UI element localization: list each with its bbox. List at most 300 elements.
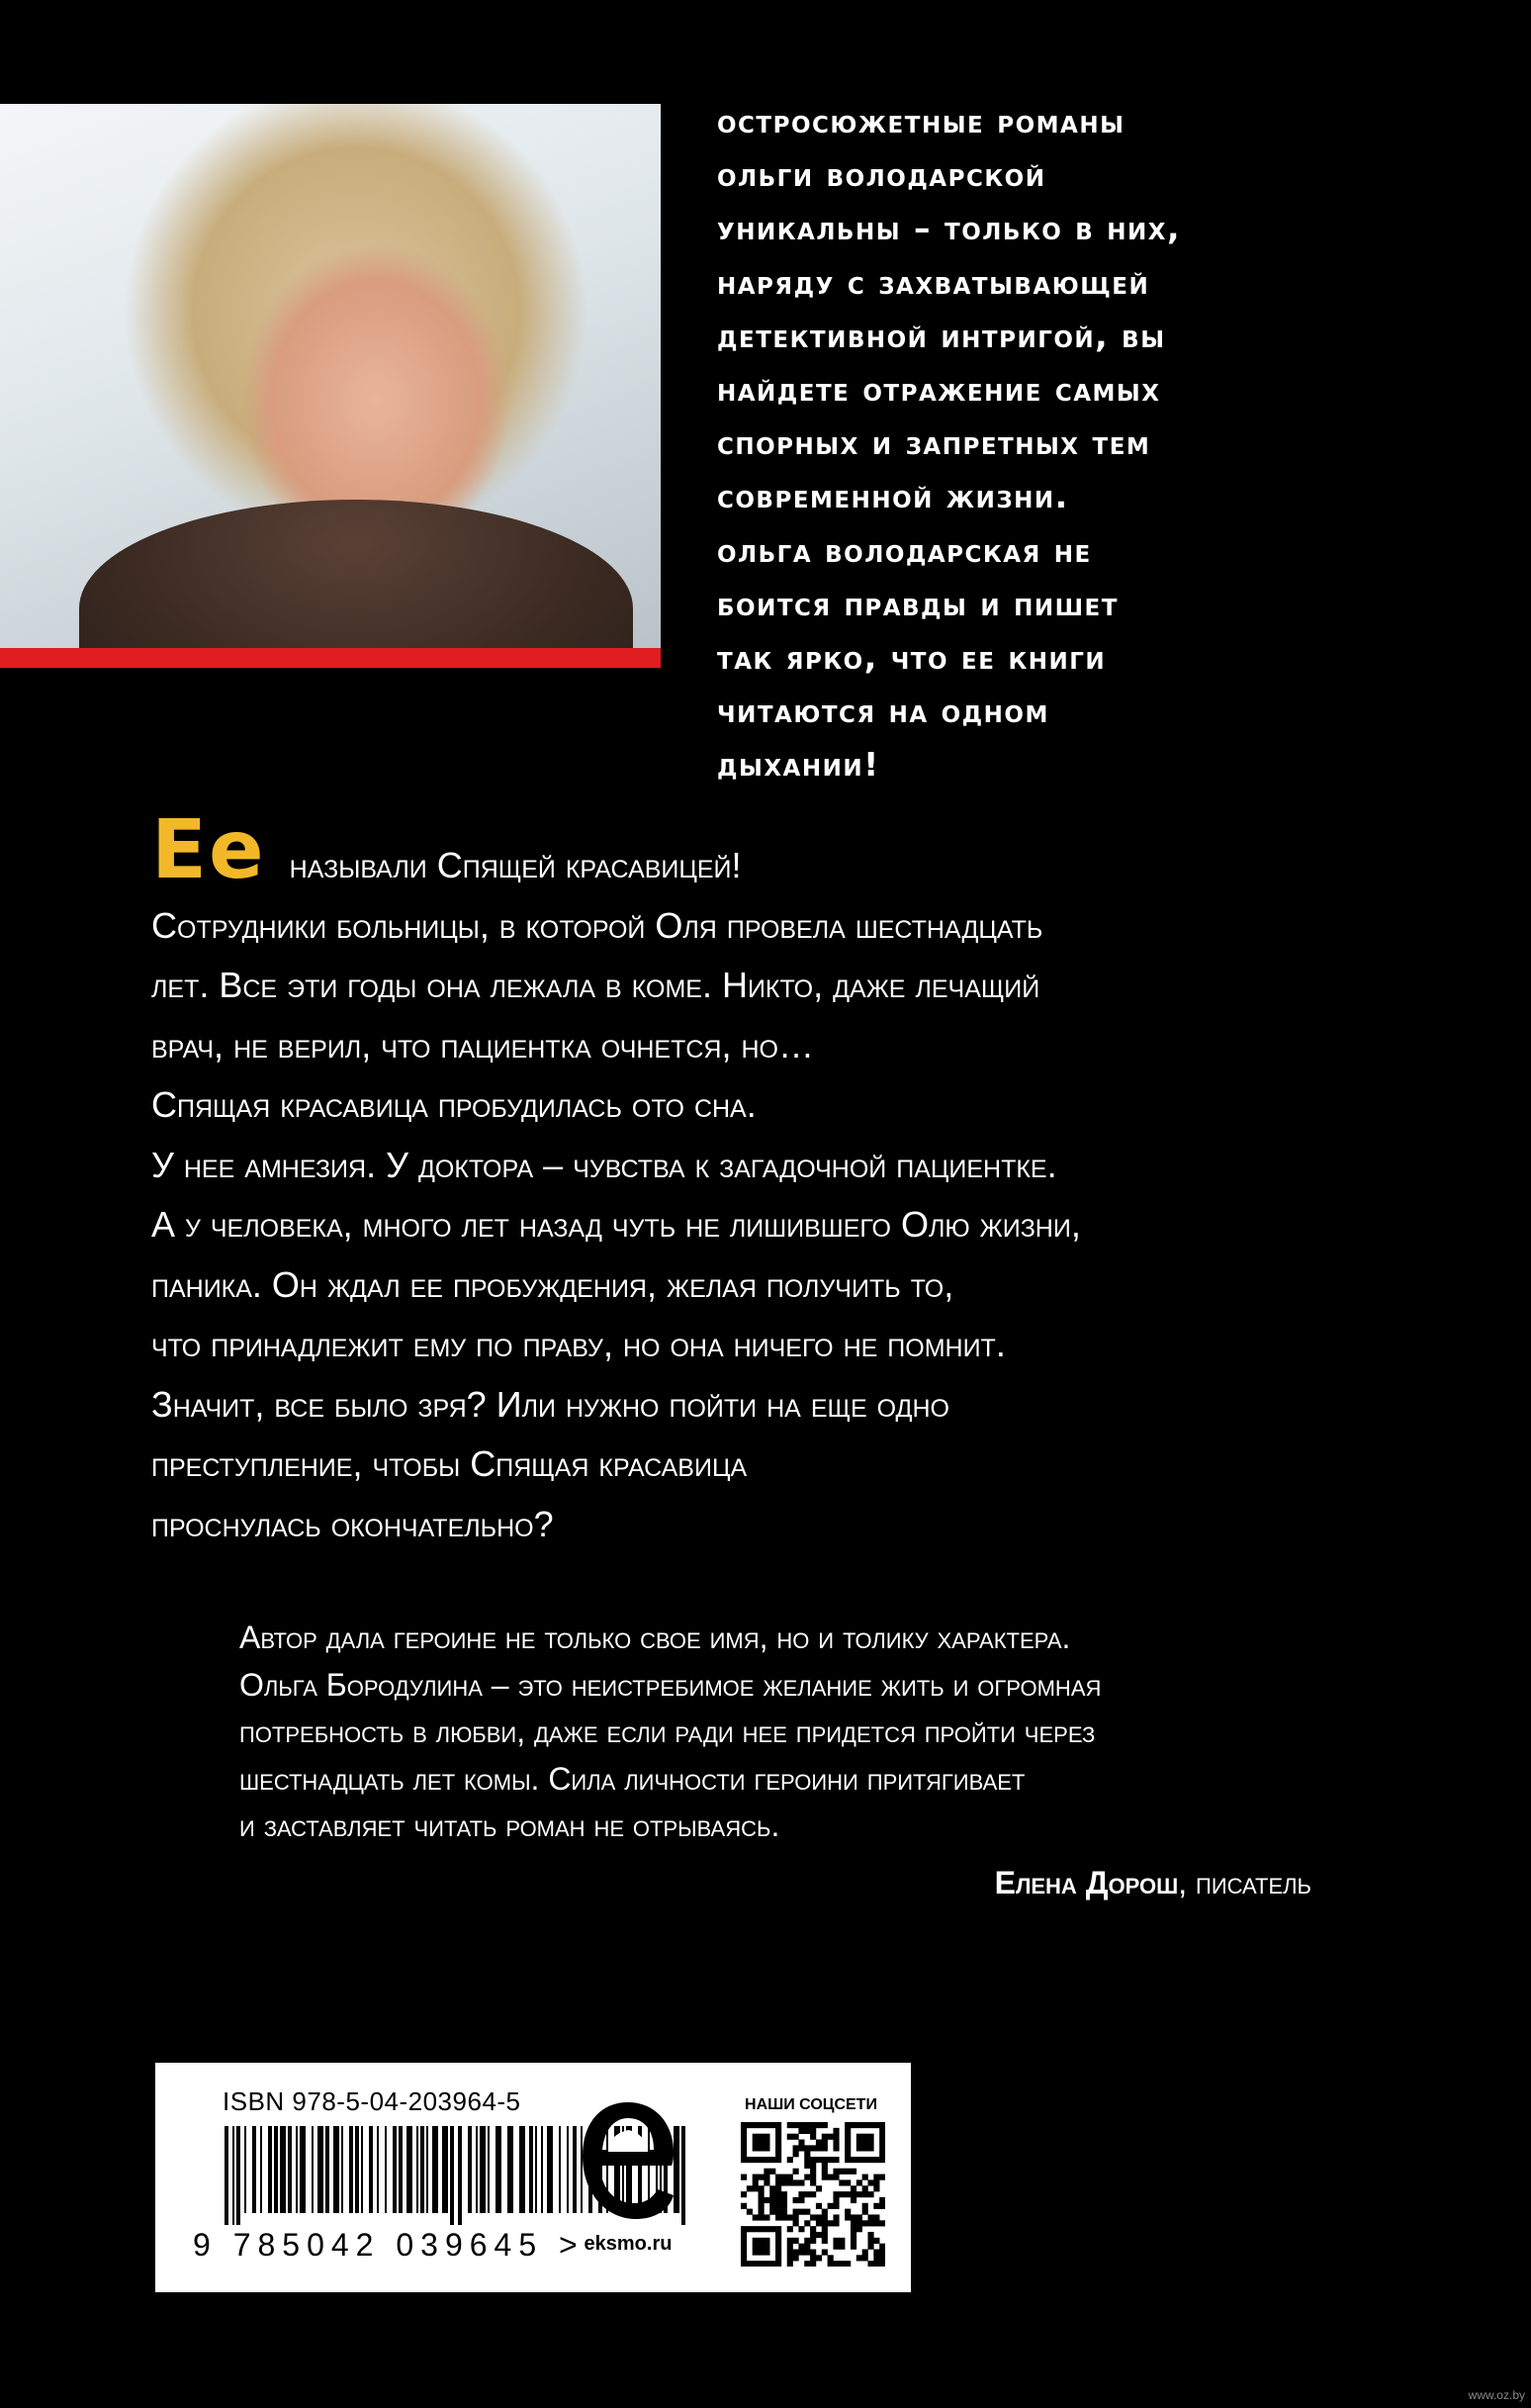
qr-module <box>828 2255 834 2261</box>
qr-module <box>822 2238 828 2244</box>
qr-module <box>753 2249 759 2255</box>
qr-module <box>828 2134 834 2140</box>
qr-module <box>775 2261 781 2267</box>
qr-module <box>816 2145 822 2151</box>
qr-module <box>879 2140 885 2146</box>
qr-module <box>816 2220 822 2226</box>
barcode-bar <box>495 2126 501 2213</box>
qr-module <box>862 2203 868 2209</box>
qr-module <box>793 2169 799 2175</box>
qr-module <box>798 2140 804 2146</box>
qr-module <box>775 2185 781 2191</box>
qr-module <box>764 2157 769 2163</box>
qr-module <box>856 2145 862 2151</box>
qr-module <box>759 2191 765 2197</box>
qr-module <box>816 2140 822 2146</box>
qr-module <box>741 2140 747 2146</box>
synopsis-line: проснулась окончательно? <box>151 1503 554 1544</box>
isbn-panel <box>155 2063 911 2292</box>
qr-module <box>851 2244 856 2250</box>
qr-module <box>781 2191 787 2197</box>
qr-module <box>816 2232 822 2238</box>
barcode-bar <box>480 2126 486 2213</box>
qr-module <box>781 2175 787 2180</box>
barcode-bar <box>317 2126 323 2213</box>
barcode-bar <box>426 2126 428 2213</box>
publisher-site[interactable]: eksmo.ru <box>584 2233 673 2255</box>
synopsis-line: У нее амнезия. У доктора – чувства к загадочной пациентке. <box>151 1144 1057 1185</box>
qr-module <box>793 2151 799 2157</box>
qr-module <box>822 2157 828 2163</box>
qr-module <box>804 2261 810 2267</box>
synopsis-first-line <box>151 803 1338 897</box>
qr-module <box>764 2226 769 2232</box>
barcode-bar <box>369 2126 373 2213</box>
barcode-bar <box>442 2126 448 2213</box>
qr-module <box>856 2226 862 2232</box>
synopsis-line: что принадлежит ему по праву, но она ничего не помнит. <box>151 1324 1006 1364</box>
review-quote <box>239 1615 1327 1850</box>
qr-module <box>822 2175 828 2180</box>
qr-module <box>804 2151 810 2157</box>
qr-module <box>759 2209 765 2215</box>
qr-module <box>873 2220 879 2226</box>
qr-module <box>862 2249 868 2255</box>
qr-module <box>764 2145 769 2151</box>
qr-module <box>851 2157 856 2163</box>
qr-module <box>833 2169 839 2175</box>
barcode-bar <box>341 2126 343 2213</box>
qr-module <box>862 2175 868 2180</box>
qr-module <box>879 2151 885 2157</box>
qr-module <box>833 2134 839 2140</box>
qr-module <box>775 2203 781 2209</box>
qr-module <box>759 2238 765 2244</box>
qr-module <box>822 2232 828 2238</box>
drop-cap: Ее <box>151 803 266 897</box>
qr-module <box>775 2232 781 2238</box>
qr-module <box>816 2255 822 2261</box>
qr-module <box>873 2249 879 2255</box>
qr-module <box>862 2140 868 2146</box>
qr-module <box>804 2122 810 2128</box>
qr-module <box>793 2179 799 2185</box>
qr-module <box>787 2238 793 2244</box>
qr-module <box>822 2140 828 2146</box>
qr-module <box>867 2220 873 2226</box>
qr-module <box>787 2226 793 2232</box>
qr-module <box>759 2157 765 2163</box>
barcode-bar <box>541 2126 543 2213</box>
qr-module <box>851 2169 856 2175</box>
qr-module <box>753 2238 759 2244</box>
qr-module <box>828 2261 834 2267</box>
qr-module <box>810 2238 816 2244</box>
barcode-bar <box>244 2126 246 2213</box>
qr-module <box>787 2134 793 2140</box>
barcode-bar <box>225 2126 228 2225</box>
qr-module <box>775 2145 781 2151</box>
synopsis-line: Спящая красавица пробудилась ото сна. <box>151 1084 757 1125</box>
blurb-line: ольги володарской <box>717 155 1046 195</box>
barcode-bar <box>535 2126 537 2213</box>
qr-module <box>804 2128 810 2134</box>
qr-module <box>741 2157 747 2163</box>
qr-module <box>741 2238 747 2244</box>
qr-module <box>879 2244 885 2250</box>
qr-module <box>759 2261 765 2267</box>
barcode-bar <box>488 2126 490 2213</box>
qr-module <box>816 2214 822 2220</box>
qr-module <box>769 2226 775 2232</box>
qr-module <box>798 2197 804 2203</box>
qr-module <box>839 2169 845 2175</box>
qr-module <box>747 2122 753 2128</box>
qr-module <box>833 2220 839 2226</box>
blurb-line: детективной интригой, вы <box>717 316 1166 355</box>
author-blurb <box>717 95 1340 792</box>
qr-module <box>816 2203 822 2209</box>
qr-module <box>856 2220 862 2226</box>
qr-module <box>867 2261 873 2267</box>
qr-module <box>747 2157 753 2163</box>
blurb-line: боится правды и пишет <box>717 584 1119 623</box>
synopsis-line: лет. Все эти годы она лежала в коме. Никто, даже лечащий <box>151 965 1040 1005</box>
qr-module <box>856 2191 862 2197</box>
qr-module <box>759 2249 765 2255</box>
qr-module <box>867 2191 873 2197</box>
qr-module <box>822 2209 828 2215</box>
qr-module <box>833 2191 839 2197</box>
qr-module <box>867 2179 873 2185</box>
qr-module <box>764 2175 769 2180</box>
qr-module <box>759 2175 765 2180</box>
qr-module <box>793 2134 799 2140</box>
qr-module <box>873 2214 879 2220</box>
barcode-digits: 9 785042 039645 > <box>193 2227 585 2263</box>
blurb-line: остросюжетные романы <box>717 102 1126 140</box>
qr-module <box>845 2261 851 2267</box>
qr-module <box>764 2134 769 2140</box>
barcode-bar <box>547 2126 553 2213</box>
barcode-bar <box>377 2126 379 2213</box>
qr-module <box>833 2140 839 2146</box>
qr-module <box>845 2122 851 2128</box>
qr-module <box>753 2179 759 2185</box>
qr-module <box>775 2244 781 2250</box>
qr-module <box>753 2157 759 2163</box>
barcode-bar <box>567 2126 569 2213</box>
review-line: потребность в любви, даже если ради нее придется пройти через <box>239 1713 1096 1749</box>
synopsis-line: А у человека, много лет назад чуть не лишившего Олю жизни, <box>151 1204 1081 1245</box>
qr-module <box>741 2261 747 2267</box>
qr-module <box>845 2191 851 2197</box>
qr-module <box>753 2122 759 2128</box>
qr-module <box>741 2134 747 2140</box>
qr-module <box>862 2185 868 2191</box>
qr-module <box>787 2214 793 2220</box>
qr-module <box>851 2238 856 2244</box>
qr-module <box>793 2197 799 2203</box>
barcode-bar <box>529 2126 533 2213</box>
qr-module <box>793 2249 799 2255</box>
qr-module <box>741 2244 747 2250</box>
qr-module <box>851 2226 856 2232</box>
qr-module <box>787 2122 793 2128</box>
qr-module <box>804 2249 810 2255</box>
qr-module <box>775 2175 781 2180</box>
qr-module <box>759 2185 765 2191</box>
blurb-line: читаются на одном <box>717 692 1049 731</box>
qr-module <box>879 2134 885 2140</box>
barcode-bar <box>236 2126 240 2225</box>
qr-module <box>764 2214 769 2220</box>
qr-module <box>810 2226 816 2232</box>
qr-module <box>753 2261 759 2267</box>
qr-module <box>879 2128 885 2134</box>
qr-module <box>741 2226 747 2232</box>
barcode-bar <box>519 2126 525 2213</box>
qr-module <box>775 2238 781 2244</box>
qr-module <box>775 2209 781 2215</box>
qr-module <box>804 2191 810 2197</box>
qr-module <box>787 2255 793 2261</box>
review-signature <box>995 1865 1311 1901</box>
qr-module <box>804 2209 810 2215</box>
qr-module <box>747 2226 753 2232</box>
barcode-bar <box>274 2126 278 2213</box>
qr-module <box>839 2238 845 2244</box>
qr-module <box>810 2175 816 2180</box>
qr-module <box>747 2261 753 2267</box>
qr-module <box>753 2185 759 2191</box>
qr-module <box>747 2209 753 2215</box>
qr-module <box>873 2185 879 2191</box>
qr-module <box>775 2179 781 2185</box>
qr-module <box>833 2175 839 2180</box>
barcode-bar <box>420 2126 424 2213</box>
qr-module <box>810 2163 816 2169</box>
qr-module <box>769 2122 775 2128</box>
qr-code[interactable] <box>741 2122 885 2267</box>
qr-module <box>781 2203 787 2209</box>
qr-module <box>764 2179 769 2185</box>
qr-module <box>759 2197 765 2203</box>
qr-module <box>787 2249 793 2255</box>
qr-module <box>741 2145 747 2151</box>
qr-module <box>856 2140 862 2146</box>
qr-module <box>879 2122 885 2128</box>
qr-module <box>753 2244 759 2250</box>
qr-module <box>822 2145 828 2151</box>
barcode-bar <box>559 2126 561 2213</box>
qr-module <box>775 2134 781 2140</box>
qr-module <box>816 2157 822 2163</box>
qr-module <box>787 2244 793 2250</box>
qr-module <box>810 2214 816 2220</box>
qr-module <box>769 2197 775 2203</box>
qr-module <box>769 2157 775 2163</box>
qr-module <box>759 2140 765 2146</box>
eksmo-logo-icon <box>579 2096 677 2227</box>
qr-module <box>787 2261 793 2267</box>
qr-module <box>879 2197 885 2203</box>
qr-module <box>775 2140 781 2146</box>
author-photo <box>0 104 661 648</box>
qr-module <box>810 2122 816 2128</box>
qr-module <box>798 2122 804 2128</box>
qr-module <box>851 2191 856 2197</box>
qr-module <box>851 2214 856 2220</box>
qr-module <box>839 2261 845 2267</box>
qr-module <box>798 2128 804 2134</box>
synopsis-line: преступление, чтобы Спящая красавица <box>151 1443 748 1484</box>
qr-module <box>822 2122 828 2128</box>
barcode-bar <box>325 2126 329 2213</box>
qr-module <box>753 2145 759 2151</box>
qr-module <box>862 2145 868 2151</box>
qr-module <box>828 2175 834 2180</box>
qr-module <box>879 2220 885 2226</box>
qr-module <box>862 2220 868 2226</box>
qr-module <box>764 2140 769 2146</box>
qr-module <box>810 2157 816 2163</box>
qr-module <box>781 2214 787 2220</box>
qr-module <box>833 2145 839 2151</box>
barcode-bar <box>296 2126 298 2213</box>
qr-module <box>769 2169 775 2175</box>
qr-module <box>798 2226 804 2232</box>
qr-module <box>769 2191 775 2197</box>
blurb-line: найдете отражение самых <box>717 370 1161 410</box>
barcode-bar <box>280 2126 286 2213</box>
barcode-bar <box>476 2126 478 2213</box>
barcode-bar <box>416 2126 418 2213</box>
barcode-bar <box>507 2126 513 2213</box>
qr-module <box>867 2214 873 2220</box>
qr-module <box>775 2197 781 2203</box>
review-line: Автор дала героине не только свое имя, но и толику характера. <box>239 1620 1071 1655</box>
qr-module <box>753 2214 759 2220</box>
qr-module <box>753 2175 759 2180</box>
qr-module <box>845 2169 851 2175</box>
qr-module <box>879 2249 885 2255</box>
qr-module <box>769 2209 775 2215</box>
barcode-bar <box>406 2126 412 2213</box>
qr-module <box>798 2249 804 2255</box>
qr-module <box>867 2134 873 2140</box>
review-line: Ольга Бородулина – это неистребимое желание жить и огромная <box>239 1666 1102 1703</box>
qr-module <box>775 2226 781 2232</box>
qr-module <box>833 2244 839 2250</box>
qr-module <box>867 2145 873 2151</box>
barcode-bar <box>268 2126 272 2213</box>
qr-module <box>839 2191 845 2197</box>
qr-module <box>775 2122 781 2128</box>
qr-module <box>833 2261 839 2267</box>
blurb-line: современной жизни. <box>717 477 1069 516</box>
barcode-bar <box>458 2126 462 2225</box>
qr-module <box>845 2128 851 2134</box>
qr-module <box>822 2163 828 2169</box>
qr-module <box>753 2226 759 2232</box>
qr-module <box>833 2238 839 2244</box>
barcode-bar <box>355 2126 359 2213</box>
qr-module <box>804 2157 810 2163</box>
qr-module <box>873 2122 879 2128</box>
qr-module <box>845 2179 851 2185</box>
qr-module <box>775 2191 781 2197</box>
blurb-line: дыхании! <box>717 745 880 785</box>
barcode-bar <box>252 2126 256 2213</box>
qr-module <box>851 2185 856 2191</box>
qr-module <box>775 2214 781 2220</box>
qr-module <box>810 2232 816 2238</box>
synopsis <box>151 803 1338 1554</box>
qr-module <box>764 2249 769 2255</box>
barcode-bar <box>385 2126 387 2213</box>
qr-module <box>810 2128 816 2134</box>
blurb-line: уникальны – только в них, <box>717 209 1182 248</box>
qr-module <box>845 2134 851 2140</box>
qr-module <box>753 2134 759 2140</box>
qr-module <box>804 2238 810 2244</box>
qr-module <box>741 2175 747 2180</box>
qr-module <box>759 2145 765 2151</box>
qr-module <box>810 2179 816 2185</box>
social-label: НАШИ СОЦСЕТИ <box>745 2096 877 2113</box>
review-author-role: , писатель <box>1178 1865 1311 1900</box>
qr-module <box>793 2145 799 2151</box>
qr-module <box>822 2226 828 2232</box>
qr-module <box>867 2140 873 2146</box>
qr-module <box>851 2122 856 2128</box>
qr-module <box>862 2122 868 2128</box>
barcode-bar <box>399 2126 403 2213</box>
qr-module <box>775 2249 781 2255</box>
barcode-bar <box>468 2126 472 2213</box>
qr-module <box>833 2197 839 2203</box>
qr-module <box>753 2140 759 2146</box>
qr-module <box>798 2179 804 2185</box>
qr-module <box>862 2191 868 2197</box>
qr-module <box>845 2209 851 2215</box>
qr-module <box>759 2203 765 2209</box>
qr-module <box>845 2151 851 2157</box>
qr-module <box>793 2122 799 2128</box>
qr-module <box>769 2261 775 2267</box>
qr-module <box>810 2249 816 2255</box>
qr-module <box>862 2157 868 2163</box>
qr-module <box>747 2185 753 2191</box>
qr-module <box>764 2197 769 2203</box>
qr-module <box>851 2232 856 2238</box>
qr-module <box>810 2134 816 2140</box>
qr-module <box>856 2157 862 2163</box>
qr-module <box>804 2175 810 2180</box>
qr-module <box>822 2214 828 2220</box>
qr-module <box>787 2179 793 2185</box>
qr-module <box>781 2209 787 2215</box>
qr-module <box>851 2197 856 2203</box>
qr-module <box>873 2261 879 2267</box>
barcode-bar <box>450 2126 454 2225</box>
barcode-bar <box>361 2126 363 2213</box>
qr-module <box>845 2145 851 2151</box>
qr-module <box>856 2134 862 2140</box>
synopsis-line: Сотрудники больницы, в которой Оля провела шестнадцать <box>151 904 1043 946</box>
qr-module <box>822 2249 828 2255</box>
